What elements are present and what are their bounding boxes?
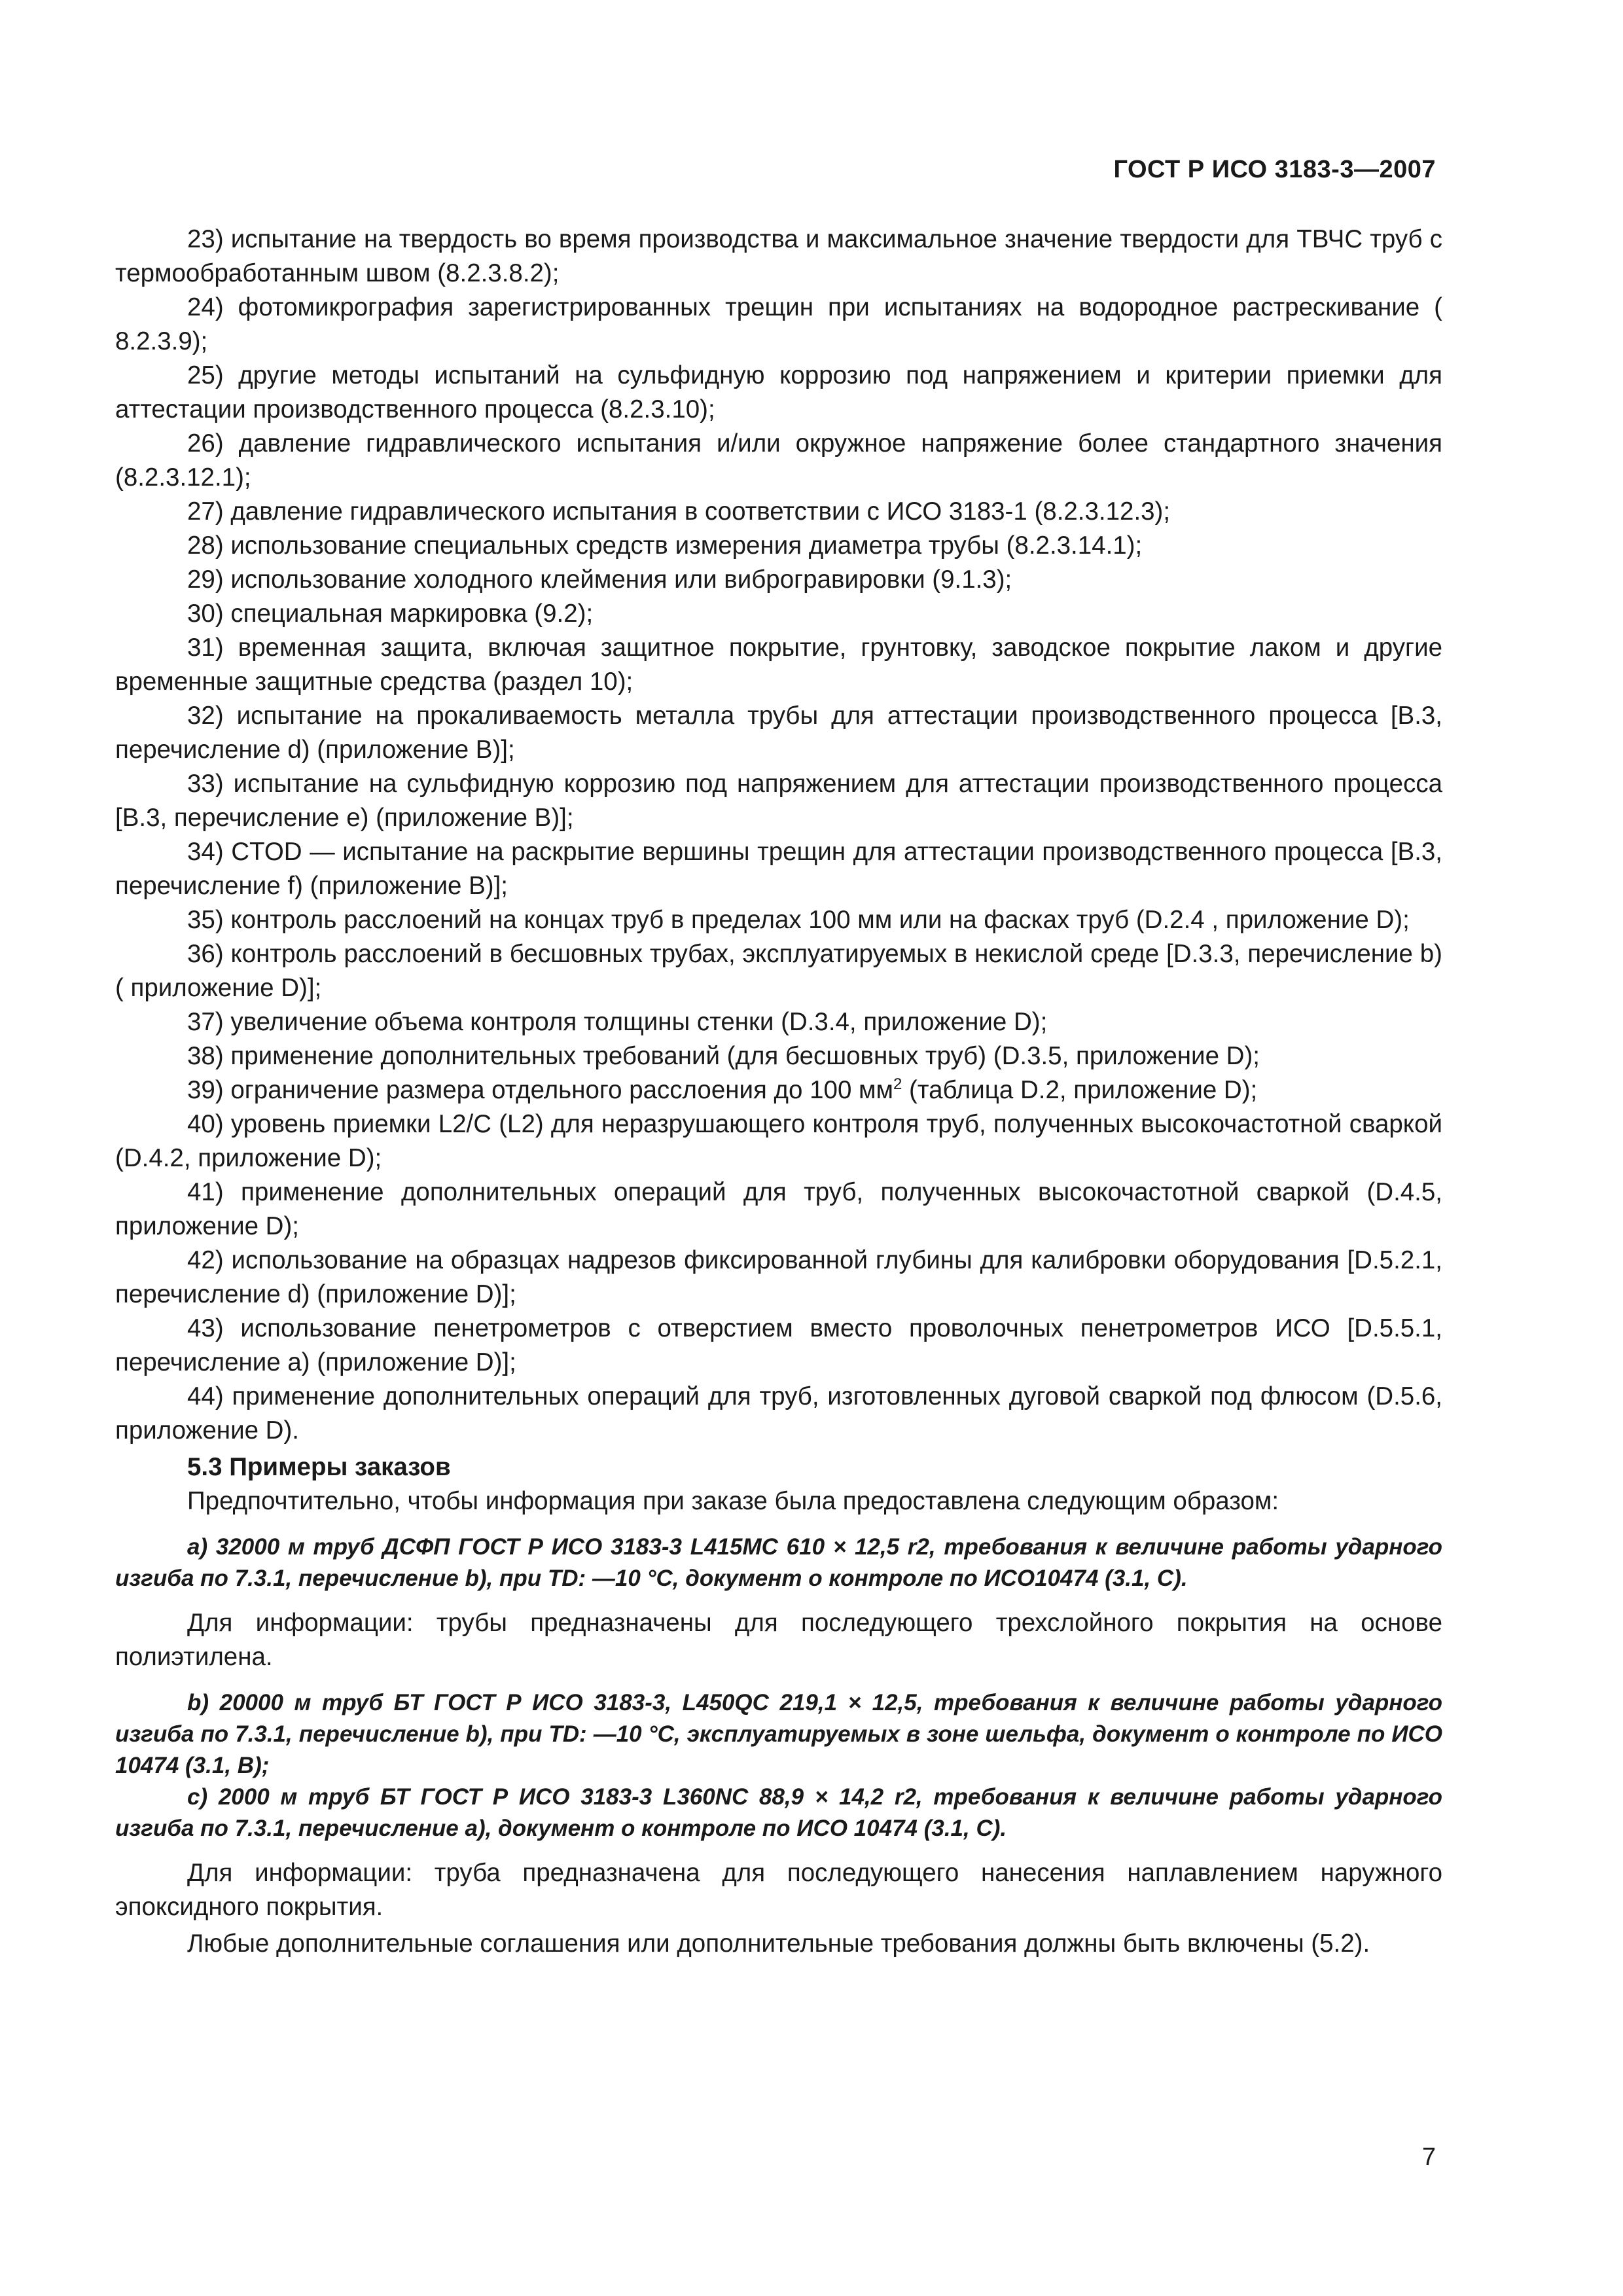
item39-tail: (таблица D.2, приложение D); [902,1076,1258,1104]
list-item: 36) контроль расслоений в бесшовных трубах, эксплуатируемых в некислой среде [D.3.3, перечисление b) ( приложение D)]; [115,940,1442,1002]
list-item: 41) применение дополнительных операций для труб, полученных высокочастотной сваркой (D.4.5, приложение D); [115,1178,1442,1240]
order-example-c: с) 2000 м труб БТ ГОСТ Р ИСО 3183-3 L360NC 88,9 × 14,2 r2, требования к величине работы ударного изгиба по 7.3.1, перечисление а), документ о контроле по ИСО 10474 (3.1, С). [115,1784,1442,1841]
superscript: 2 [893,1075,902,1094]
list-item: 44) применение дополнительных операций для труб, изготовленных дуговой сваркой под флюсом (D.5.6, приложение D). [115,1382,1442,1444]
list-item: 37) увеличение объема контроля толщины стенки (D.3.4, приложение D); [187,1008,1048,1036]
list-item: 31) временная защита, включая защитное покрытие, грунтовку, заводское покрытие лаком и другие временные защитные средства (раздел 10); [115,634,1442,696]
list-item: 28) использование специальных средств измерения диаметра трубы (8.2.3.14.1); [187,531,1143,560]
list-item: 33) испытание на сульфидную коррозию под напряжением для аттестации производственного процесса [В.3, перечисление е) (приложение В)]; [115,770,1442,832]
list-item: 38) применение дополнительных требований (для бесшовных труб) (D.3.5, приложение D); [187,1042,1260,1070]
list-item: 42) использование на образцах надрезов фиксированной глубины для калибровки оборудования [D.5.2.1, перечисление d) (приложение D)]; [115,1246,1442,1308]
item39-text: 39) ограничение размера отдельного расслоения до 100 мм [187,1076,893,1104]
section-intro: Предпочтительно, чтобы информация при заказе была предоставлена следующим образом: [187,1487,1279,1515]
list-item: 32) испытание на прокаливаемость металла трубы для аттестации производственного процесса [В.3, перечисление d) (приложение В)]; [115,702,1442,764]
list-item: 30) специальная маркировка (9.2); [187,600,594,628]
list-item: 24) фотомикрография зарегистрированных трещин при испытаниях на водородное растрескивание ( 8.2.3.9); [115,293,1442,355]
info-note-a: Для информации: трубы предназначены для последующего трехслойного покрытия на основе полиэтилена. [115,1609,1442,1671]
list-item: 35) контроль расслоений на концах труб в пределах 100 мм или на фасках труб (D.2.4 , приложение D); [187,906,1410,934]
document-body [115,223,1442,1961]
standard-code-header: ГОСТ Р ИСО 3183-3—2007 [1113,156,1436,183]
list-item: 26) давление гидравлического испытания и/или окружное напряжение более стандартного значения (8.2.3.12.1); [115,429,1442,492]
order-example-b: b) 20000 м труб БТ ГОСТ Р ИСО 3183-3, L450QC 219,1 × 12,5, требования к величине работы ударного изгиба по 7.3.1, перечисление b), при TD: —10 °С, эксплуатируемых в зоне шельфа, документ о контроле по ИСО 10474 (3.1, В); [115,1690,1442,1778]
list-item: 40) уровень приемки L2/C (L2) для неразрушающего контроля труб, полученных высокочастотной сваркой (D.4.2, приложение D); [115,1110,1442,1172]
closing-paragraph: Любые дополнительные соглашения или дополнительные требования должны быть включены (5.2). [187,1929,1370,1958]
list-item: 34) CTOD — испытание на раскрытие вершины трещин для аттестации производственного процесса [В.3, перечисление f) (приложение В)]; [115,838,1442,900]
order-example-a: а) 32000 м труб ДСФП ГОСТ Р ИСО 3183-3 L415MC 610 × 12,5 r2, требования к величине работы ударного изгиба по 7.3.1, перечисление b), при TD: —10 °С, документ о контроле по ИСО10474 (3.1, С). [115,1534,1442,1591]
page-number: 7 [1421,2144,1436,2171]
list-item-39 [115,1073,1442,1107]
list-item: 25) другие методы испытаний на сульфидную коррозию под напряжением и критерии приемки для аттестации производственного процесса (8.2.3.10); [115,361,1442,423]
section-heading: 5.3 Примеры заказов [187,1453,451,1481]
list-item: 27) давление гидравлического испытания в соответствии с ИСО 3183-1 (8.2.3.12.3); [187,497,1171,526]
list-item: 43) использование пенетрометров с отверстием вместо проволочных пенетрометров ИСО [D.5.5.1, перечисление а) (приложение D)]; [115,1314,1442,1376]
list-item: 23) испытание на твердость во время производства и максимальное значение твердости для ТВЧС труб с термообработанным швом (8.2.3.8.2); [115,225,1442,287]
info-note-c: Для информации: труба предназначена для последующего нанесения наплавлением наружного эпоксидного покрытия. [115,1859,1442,1921]
list-item: 29) использование холодного клеймения или виброгравировки (9.1.3); [187,565,1012,594]
